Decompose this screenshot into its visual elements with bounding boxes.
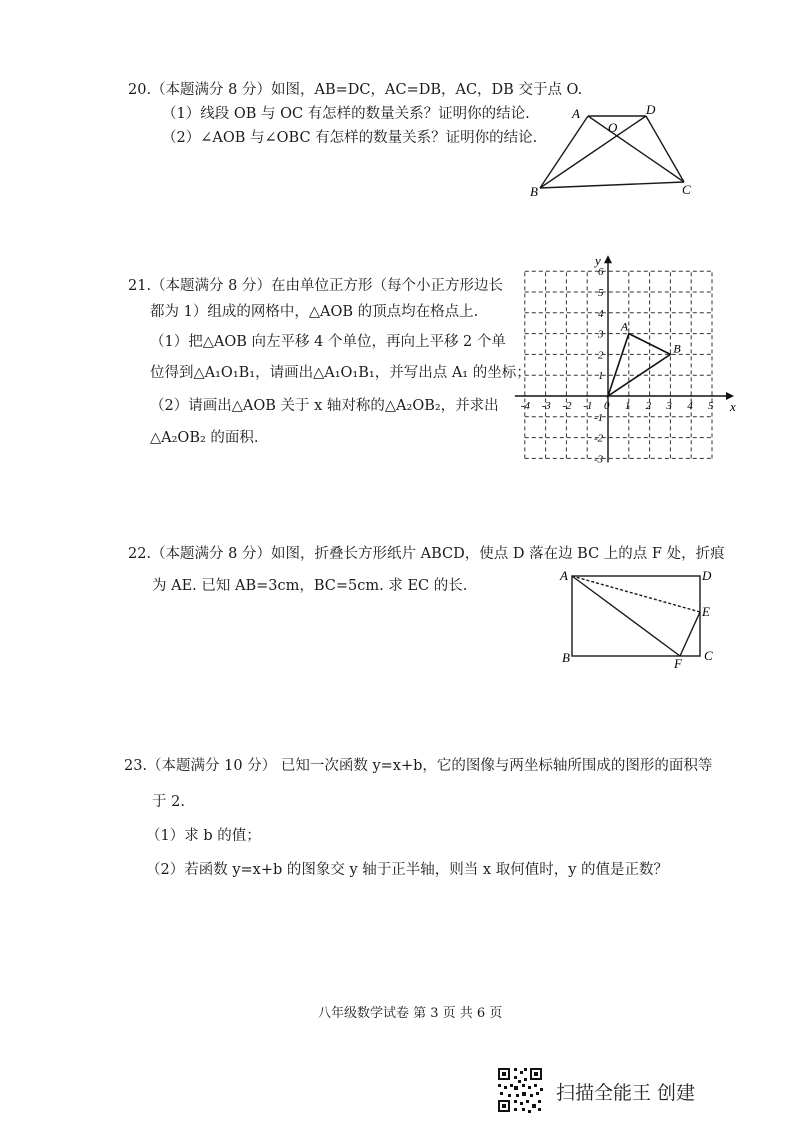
y-tick-label: 5 xyxy=(598,287,604,299)
x-tick-label: -1 xyxy=(583,400,593,412)
x-tick-label: -4 xyxy=(520,400,530,412)
q21-line-1: 21.（本题满分 8 分）在由单位正方形（每个小正方形边长 xyxy=(128,278,504,294)
y-tick-label: 1 xyxy=(598,370,604,383)
q22-rectangle-figure xyxy=(556,566,726,670)
q22-label-a: A xyxy=(560,568,568,583)
q22-line-2: 为 AE. 已知 AB=3cm，BC=5cm. 求 EC 的长. xyxy=(152,578,468,594)
triangle-aob xyxy=(608,334,670,396)
q20-line-2: （1）线段 OB 与 OC 有怎样的数量关系？证明你的结论. xyxy=(162,106,530,122)
q21-line-2: 都为 1）组成的网格中，△AOB 的顶点均在格点上. xyxy=(150,304,479,320)
q22-line-1: 22.（本题满分 8 分）如图，折叠长方形纸片 ABCD，使点 D 落在边 BC 上的点 F 处，折痕 xyxy=(128,546,725,562)
q21-line-3: （1）把△AOB 向左平移 4 个单位，再向上平移 2 个单 xyxy=(150,334,506,350)
y-tick-label: -1 xyxy=(594,411,604,424)
q22-label-e: E xyxy=(702,604,710,619)
q20-label-d: D xyxy=(646,102,656,117)
q20-label-b: B xyxy=(530,184,538,199)
y-axis-arrow xyxy=(604,255,612,263)
q22-label-f: F xyxy=(674,656,682,671)
q20-label-o: O xyxy=(608,120,618,135)
q20-line-1: 20.（本题满分 8 分）如图，AB=DC，AC=DB，AC，DB 交于点 O. xyxy=(128,82,583,98)
x-tick-label: 1 xyxy=(624,400,631,412)
q23-line-4: （2）若函数 y=x+b 的图象交 y 轴于正半轴，则当 x 取何值时，y 的值是正数？ xyxy=(146,862,668,878)
qr-code-icon xyxy=(496,1066,544,1114)
q23-line-1: 23.（本题满分 10 分） 已知一次函数 y=x+b，它的图像与两坐标轴所围成的图形的面积等 xyxy=(124,758,713,774)
q21-line-4: 位得到△A₁O₁B₁，请画出△A₁O₁B₁，并写出点 A₁ 的坐标； xyxy=(150,365,531,381)
q22-label-d: D xyxy=(702,568,712,583)
x-tick-label: 2 xyxy=(645,400,652,412)
q22-label-b: B xyxy=(562,650,570,665)
point-b-label: B xyxy=(673,341,681,356)
x-tick-label: 3 xyxy=(666,400,672,412)
q21-line-6: △A₂OB₂ 的面积. xyxy=(150,430,259,446)
q23-line-3: （1）求 b 的值； xyxy=(146,828,261,844)
x-tick-label: -3 xyxy=(541,400,551,412)
x-tick-label: 4 xyxy=(687,400,693,412)
y-tick-label: 3 xyxy=(598,328,604,341)
watermark-text: 扫描全能王 创建 xyxy=(556,1082,696,1104)
x-tick-label: 0 xyxy=(604,400,610,412)
y-axis-label: y xyxy=(595,253,601,269)
page-footer: 八年级数学试卷 第 3 页 共 6 页 xyxy=(318,1006,503,1021)
x-tick-label: -2 xyxy=(562,400,572,412)
q20-trapezoid-figure xyxy=(528,100,718,200)
y-tick-label: -2 xyxy=(594,432,604,445)
y-tick-label: 2 xyxy=(598,349,604,362)
y-tick-label: 4 xyxy=(598,307,604,320)
x-axis-label: x xyxy=(730,399,736,414)
q22-label-c: C xyxy=(704,648,713,663)
q21-coordinate-grid xyxy=(508,253,748,498)
q20-line-3: （2）∠AOB 与∠OBC 有怎样的数量关系？证明你的结论. xyxy=(162,130,538,146)
y-tick-label: 6 xyxy=(598,266,604,279)
y-tick-label: -3 xyxy=(594,453,604,466)
x-tick-label: 5 xyxy=(708,400,714,412)
point-a-label: A xyxy=(620,319,629,334)
q20-label-c: C xyxy=(682,182,691,197)
q21-line-5: （2）请画出△AOB 关于 x 轴对称的△A₂OB₂，并求出 xyxy=(150,398,499,414)
q20-label-a: A xyxy=(572,106,580,121)
q23-line-2: 于 2. xyxy=(152,794,185,810)
